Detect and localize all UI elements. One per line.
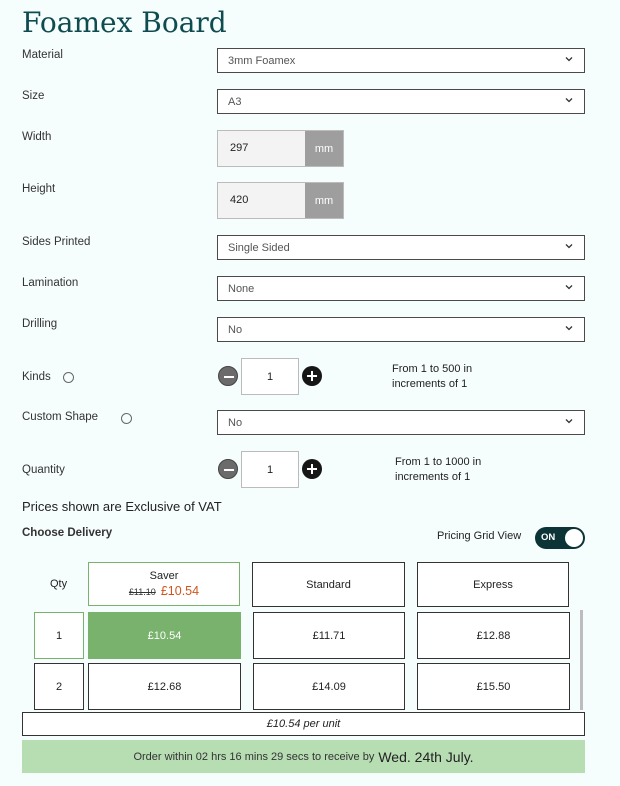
width-value: 297: [230, 142, 249, 154]
chevron-down-icon: [564, 241, 574, 251]
info-icon[interactable]: [121, 413, 132, 424]
grid-scrollbar[interactable]: [580, 610, 583, 710]
height-unit: mm: [305, 183, 343, 218]
toggle-state: ON: [541, 532, 556, 543]
quantity-hint-line1: From 1 to 1000 in: [395, 456, 482, 468]
sides-select[interactable]: [217, 235, 585, 260]
size-select[interactable]: [217, 89, 585, 114]
custom-shape-label: Custom Shape: [22, 411, 99, 423]
chevron-down-icon: [564, 282, 574, 292]
qty-cell: 2: [34, 663, 84, 710]
quantity-hint: [395, 455, 481, 485]
material-select[interactable]: [217, 48, 585, 73]
price-cell-standard[interactable]: £11.71: [253, 612, 405, 659]
chevron-down-icon: [564, 323, 574, 333]
chevron-down-icon: [564, 95, 574, 105]
choose-delivery-label: Choose Delivery: [22, 527, 113, 539]
price-cell-express[interactable]: £12.88: [417, 612, 570, 659]
height-input[interactable]: [217, 182, 344, 219]
per-unit-price: £10.54 per unit: [22, 712, 585, 736]
sides-value: Single Sided: [228, 242, 290, 254]
kinds-minus-button[interactable]: [218, 366, 238, 386]
saver-old-price: £11.10: [128, 587, 156, 597]
drilling-value: No: [228, 324, 243, 336]
size-label: Size: [22, 90, 45, 102]
width-label: Width: [22, 131, 52, 143]
express-header[interactable]: Express: [417, 562, 569, 607]
price-cell-standard[interactable]: £14.09: [253, 663, 405, 710]
custom-shape-value: No: [228, 417, 243, 429]
custom-shape-select[interactable]: [217, 410, 585, 435]
size-value: A3: [228, 96, 242, 108]
qty-header: Qty: [50, 578, 68, 590]
lamination-select[interactable]: [217, 276, 585, 301]
height-label: Height: [22, 183, 56, 195]
toggle-knob: [565, 529, 583, 547]
kinds-input[interactable]: 1: [241, 358, 299, 395]
quantity-hint-line2: increments of 1: [395, 471, 471, 483]
quantity-minus-button[interactable]: [218, 459, 238, 479]
kinds-hint-line1: From 1 to 500 in: [392, 363, 473, 375]
width-input[interactable]: [217, 130, 344, 167]
drilling-label: Drilling: [22, 318, 58, 330]
lamination-value: None: [228, 283, 255, 295]
pricing-grid-view-label: Pricing Grid View: [437, 530, 522, 542]
info-icon[interactable]: [63, 372, 74, 383]
order-date: Wed. 24th July.: [378, 748, 474, 765]
material-label: Material: [22, 49, 63, 61]
kinds-hint: [392, 362, 472, 392]
kinds-hint-line2: increments of 1: [392, 378, 468, 390]
chevron-down-icon: [564, 416, 574, 426]
order-text: Order within 02 hrs 16 mins 29 secs to receive by: [133, 750, 375, 763]
pricing-grid-toggle[interactable]: [535, 527, 585, 549]
price-cell-saver[interactable]: £12.68: [88, 663, 241, 710]
saver-header[interactable]: [88, 562, 240, 606]
price-cell-saver-selected[interactable]: £10.54: [88, 612, 241, 659]
sides-label: Sides Printed: [22, 236, 91, 248]
height-value: 420: [230, 194, 249, 206]
drilling-select[interactable]: [217, 317, 585, 342]
saver-name: Saver: [149, 570, 179, 582]
price-cell-express[interactable]: £15.50: [417, 663, 570, 710]
delivery-deadline-banner: [22, 740, 585, 773]
material-value: 3mm Foamex: [228, 55, 296, 67]
chevron-down-icon: [564, 54, 574, 64]
kinds-label: Kinds: [22, 371, 51, 383]
qty-cell: 1: [34, 612, 84, 659]
vat-note: Prices shown are Exclusive of VAT: [22, 499, 222, 514]
quantity-plus-button[interactable]: [302, 459, 322, 479]
quantity-label: Quantity: [22, 464, 65, 476]
standard-header[interactable]: Standard: [252, 562, 405, 607]
lamination-label: Lamination: [22, 277, 79, 289]
quantity-input[interactable]: 1: [241, 451, 299, 488]
width-unit: mm: [305, 131, 343, 166]
kinds-plus-button[interactable]: [302, 366, 322, 386]
saver-new-price: £10.54: [160, 584, 200, 598]
page-title: Foamex Board: [22, 6, 227, 39]
